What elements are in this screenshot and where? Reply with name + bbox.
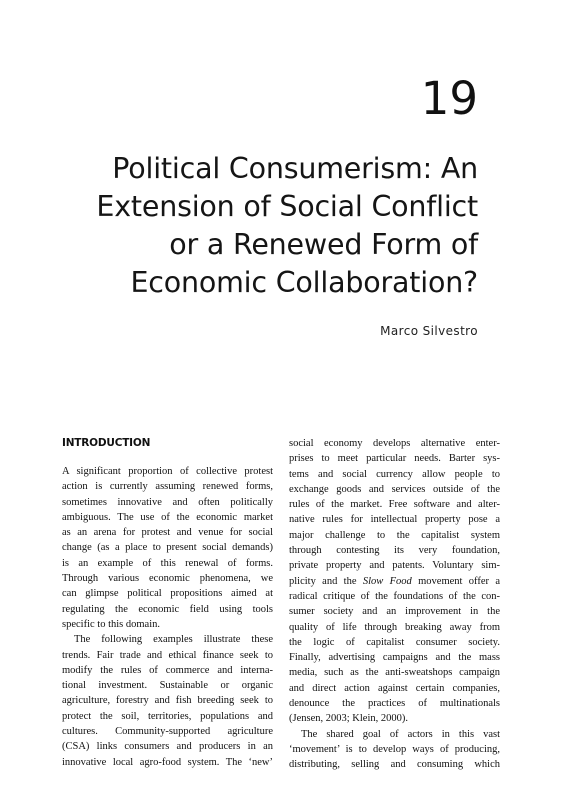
text-line: private property and patents. Voluntary sim- (289, 560, 500, 572)
text-line: the logic of capitalist consumer society. (289, 636, 500, 648)
text-line: tems and social currency allow people to (289, 468, 500, 480)
text-line: is an example of this renewal of forms. (62, 557, 273, 569)
italic-phrase: Slow Food (362, 575, 412, 587)
text-segment: plicity and the (289, 575, 363, 587)
text-line: A significant proportion of collective protest (62, 466, 273, 477)
text-line: specific to this domain. (62, 618, 160, 630)
text-line: cultures. Community-supported agriculture (62, 726, 273, 738)
text-line: social economy develops alternative enter- (289, 438, 500, 449)
text-line: trends. Fair trade and ethical finance seek to (62, 649, 273, 661)
text-line: native rules for intellectual property pose a (289, 514, 500, 526)
text-line: tional investment. Sustainable or organic (62, 680, 273, 692)
text-line: sometimes innovative and often politically (62, 496, 273, 508)
text-line: Finally, advertising campaigns and the mass (289, 652, 500, 664)
text-line: denounce the practices of multinationals (289, 698, 500, 710)
text-line: The following examples illustrate these (74, 634, 273, 646)
chapter-title-line: Political Consumerism: An (112, 152, 478, 185)
text-line: exchange goods and services outside of the (289, 483, 500, 495)
text-line: (CSA) links consumers and producers in an (62, 741, 273, 753)
section-heading: INTRODUCTION (62, 437, 151, 449)
chapter-title-line: Economic Collaboration? (130, 266, 478, 299)
text-line: through contesting its very foundation, (289, 545, 500, 557)
chapter-title (38, 150, 478, 302)
text-line: radical critique of the foundations of the con- (289, 590, 500, 602)
text-line: Through various economic phenomena, we (62, 573, 273, 585)
text-line: ‘movement’ is to develop ways of producing, (289, 743, 500, 755)
text-line: action is currently assuming renewed forms, (62, 481, 273, 493)
text-line: prises to meet particular needs. Barter sys- (289, 453, 500, 465)
text-line: can glimpse political propositions aimed at (62, 588, 273, 600)
text-line: (Jensen, 2003; Klein, 2000). (289, 713, 408, 725)
text-line: and direct action against certain companies, (289, 682, 500, 694)
text-line: change (as a place to present social demands) (62, 542, 273, 554)
text-line (289, 574, 500, 589)
chapter-number: 19 (420, 72, 478, 125)
text-line: as an arena for protest and venue for social (62, 527, 273, 539)
author-name: Marco Silvestro (380, 324, 478, 338)
chapter-title-line: or a Renewed Form of (169, 228, 478, 261)
text-segment: movement offer a (411, 575, 500, 587)
text-line: media, such as the anti-sweatshops campaign (289, 667, 500, 679)
text-line: innovative local agro-food system. The ‘new’ (62, 756, 273, 768)
text-line: sumer society and an improvement in the (289, 606, 500, 618)
text-line: The shared goal of actors in this vast (301, 728, 500, 740)
right-text-column (289, 436, 500, 773)
text-line: regulating the economic field using tools (62, 603, 273, 615)
text-line: distributing, selling and consuming which (289, 759, 500, 771)
text-line: quality of life through breaking away from (289, 621, 500, 633)
text-line: rules of the market. Free software and alter- (289, 499, 500, 511)
text-line: ambiguous. The use of the economic market (62, 511, 273, 523)
text-line: agriculture, forestry and fish breeding seek to (62, 695, 273, 707)
text-line: modify the rules of commerce and interna- (62, 664, 273, 676)
chapter-title-line: Extension of Social Conflict (96, 190, 478, 223)
text-line: major challenge to the capitalist system (289, 529, 500, 541)
left-text-column (62, 436, 273, 770)
text-line: protect the soil, territories, populations and (62, 710, 273, 722)
